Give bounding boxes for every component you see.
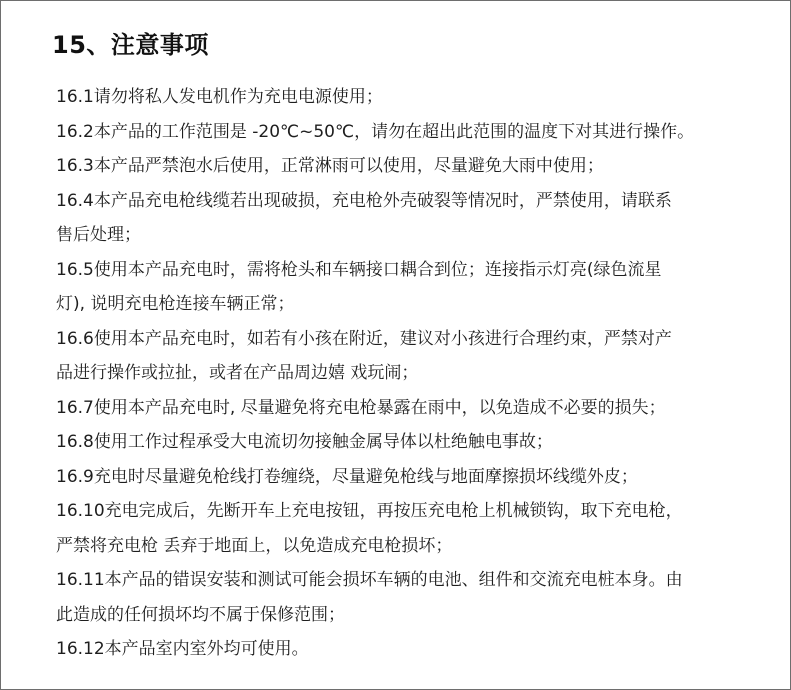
precaution-item bbox=[56, 149, 756, 184]
precaution-text: 16.9充电时尽量避免枪线打卷缠绕，尽量避免枪线与地面摩擦损坏线缆外皮； bbox=[56, 466, 638, 487]
precaution-item bbox=[56, 391, 756, 426]
precaution-text-continued: 售后处理； bbox=[56, 225, 141, 245]
precaution-text: 16.12本产品室内室外均可使用。 bbox=[56, 639, 309, 659]
precaution-text: 16.6使用本产品充电时，如若有小孩在附近，建议对小孩进行合理约束，严禁对产 bbox=[56, 328, 672, 349]
precaution-item bbox=[56, 80, 756, 115]
precaution-item bbox=[56, 322, 756, 391]
precaution-item bbox=[56, 632, 756, 667]
precaution-text: 16.10充电完成后，先断开车上充电按钮，再按压充电枪上机械锁钩，取下充电枪， bbox=[56, 501, 683, 521]
precaution-text: 16.8使用工作过程承受大电流切勿接触金属导体以杜绝触电事故； bbox=[56, 432, 553, 452]
precaution-text: 16.11本产品的错误安装和测试可能会损坏车辆的电池、组件和交流充电桩本身。由 bbox=[56, 570, 683, 590]
precaution-item bbox=[56, 184, 756, 253]
precaution-text: 16.4本产品充电枪线缆若出现破损，充电枪外壳破裂等情况时，严禁使用，请联系 bbox=[56, 190, 672, 211]
section-title: 15、注意事项 bbox=[52, 31, 209, 59]
precaution-text: 16.3本产品严禁泡水后使用，正常淋雨可以使用，尽量避免大雨中使用； bbox=[56, 156, 604, 176]
precaution-text-continued: 此造成的任何损坏均不属于保修范围； bbox=[56, 604, 345, 625]
precaution-item bbox=[56, 425, 756, 460]
precaution-item bbox=[56, 563, 756, 632]
precaution-text: 16.2本产品的工作范围是 -20℃~50℃，请勿在超出此范围的温度下对其进行操作。 bbox=[56, 121, 695, 142]
precaution-text: 16.1请勿将私人发电机作为充电电源使用； bbox=[56, 87, 383, 107]
precaution-text-continued: 品进行操作或拉扯，或者在产品周边嬉 戏玩闹； bbox=[56, 363, 419, 383]
precaution-item bbox=[56, 115, 756, 150]
precaution-text-continued: 严禁将充电枪 丢弃于地面上，以免造成充电枪损坏； bbox=[56, 535, 453, 556]
precaution-text: 16.7使用本产品充电时, 尽量避免将充电枪暴露在雨中，以免造成不必要的损失； bbox=[56, 397, 666, 418]
precaution-item bbox=[56, 253, 756, 322]
precaution-item bbox=[56, 460, 756, 495]
precaution-text-continued: 灯), 说明充电枪连接车辆正常； bbox=[56, 294, 295, 314]
precaution-text: 16.5使用本产品充电时，需将枪头和车辆接口耦合到位；连接指示灯亮(绿色流星 bbox=[56, 259, 662, 280]
precautions-list bbox=[56, 80, 756, 667]
precaution-item bbox=[56, 494, 756, 563]
